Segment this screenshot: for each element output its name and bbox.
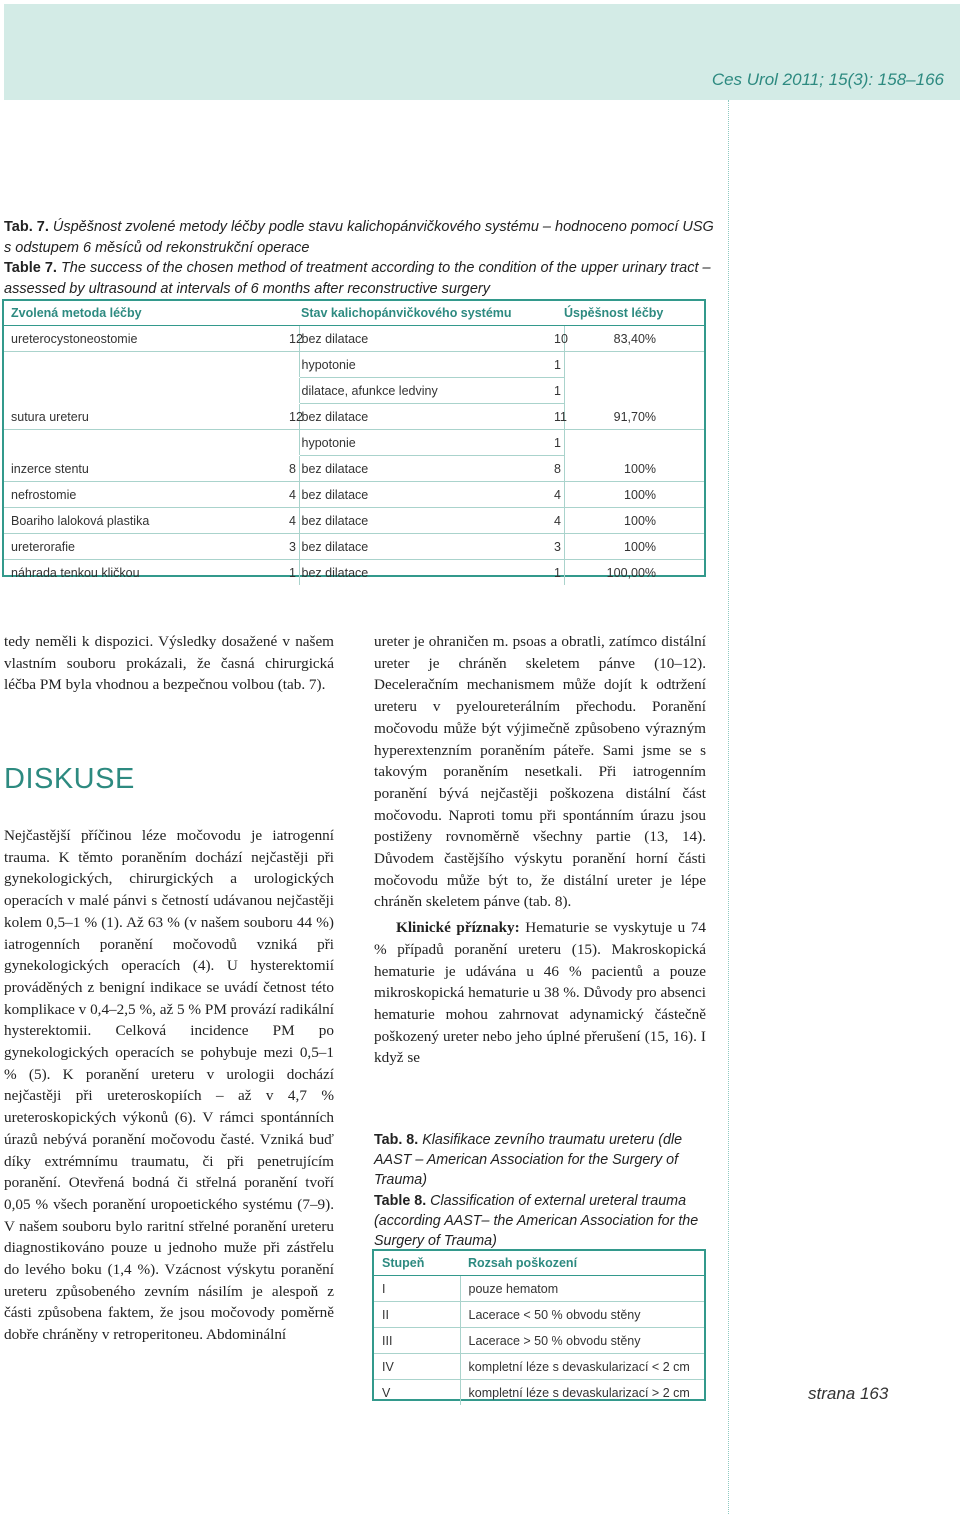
table7-cell: bez dilatace	[299, 456, 554, 482]
table7-caption	[4, 217, 714, 299]
table7-cell: dilatace, afunkce ledviny	[299, 378, 554, 404]
table7-cell: 1	[554, 378, 564, 404]
table7-row	[4, 560, 704, 586]
table7-row	[4, 352, 704, 378]
table7-cell: náhrada tenkou kličkou	[11, 565, 140, 580]
table7-cell	[289, 352, 299, 378]
table7-cell	[564, 352, 704, 378]
table8-grade-cell: III	[374, 1328, 460, 1354]
dotted-divider	[728, 100, 729, 1514]
table7-cell: 4	[554, 508, 564, 534]
table7-cell: nefrostomie	[4, 482, 289, 508]
table7-cell: 100%	[564, 534, 704, 560]
table8-row	[374, 1328, 704, 1354]
right-column	[374, 631, 706, 1069]
table8-grade-cell: IV	[374, 1354, 460, 1380]
table7-cell: 3	[554, 534, 564, 560]
page-number: strana 163	[808, 1384, 889, 1403]
table7-body	[4, 326, 704, 586]
table7-cell: 12	[289, 326, 299, 352]
table7-cell	[4, 352, 289, 378]
table8-caption	[374, 1130, 708, 1251]
section-heading: DISKUSE	[4, 763, 135, 795]
table7-cell: bez dilatace	[299, 534, 554, 560]
table7-cell: 4	[289, 508, 299, 534]
clinical-signs-text: Hematurie se vyskytuje u 74 % případů poranění ureteru (15). Makroskopická hematurie je udávána u 46 % pacientů a pouze mikroskopická hematurie u 38 %. Důvody pro absenci hematurie mohou zahrnovat adynamický částečně poškozený ureter nebo jeho úplné přerušení (15, 16). I když se	[374, 919, 706, 1067]
table7-en-text: The success of the chosen method of treatment according to the condition of the upper urinary tract – assessed by ultrasound at intervals of 6 months after reconstructive surgery	[4, 260, 711, 297]
right-paragraph-2	[374, 917, 706, 1069]
table7-cell	[4, 430, 289, 456]
table7-row	[4, 430, 704, 456]
table8-grade-cell: II	[374, 1302, 460, 1328]
table7-cell	[289, 430, 299, 456]
table7-cell: 4	[554, 482, 564, 508]
table7-cell: 1	[554, 352, 564, 378]
table7-cell: 100,00%	[606, 565, 657, 580]
table8-en-caption	[374, 1191, 708, 1252]
table8-header-scope: Rozsah poškození	[460, 1251, 704, 1276]
table7-cell: hypotonie	[299, 352, 554, 378]
table8-scope-cell: kompletní léze s devaskularizací < 2 cm	[460, 1354, 704, 1380]
table7-cell: 11	[554, 404, 564, 430]
left-column-discussion	[4, 825, 334, 1346]
right-paragraph-1: ureter je ohraničen m. psoas a obratli, zatímco distální ureter je chráněn skeletem pánve (10–12). Deceleračním mechanismem může dojít k odtržení ureteru v pyeloureterálním přechodu. Poranění močovodu může být výjimečně způsobeno výrazným hyperextenzním poraněním páteře. Sami jsme se s takovým poraněním nesetkali. Při iatrogenním poranění bývá nejčastěji poškozena distální část močovodu. Naproti tomu při spontánním úrazu jsou postiženy rovnoměrně všechny partie (13, 14). Důvodem častějšího výskytu poranění horní části močovodu může být to, že distální ureter je lépe chráněn skeletem pánve (tab. 8).	[374, 633, 706, 911]
table7-row	[4, 456, 704, 482]
table7-cell: 4	[289, 482, 299, 508]
table7-row	[4, 326, 704, 352]
table8-row	[374, 1354, 704, 1380]
table7-row	[4, 508, 704, 534]
table7-cell: bez dilatace	[299, 560, 554, 586]
table7-cell: 1	[289, 565, 296, 580]
table8-header-row	[374, 1251, 704, 1276]
table7-cell: 83,40%	[564, 326, 704, 352]
table7-header-row	[4, 301, 704, 326]
table7-row	[4, 404, 704, 430]
table7-cell: inzerce stentu	[4, 456, 289, 482]
table7-cell: 100%	[564, 456, 704, 482]
discussion-paragraph: Nejčastější příčinou léze močovodu je iatrogenní trauma. K těmto poraněním dochází nejčastěji při gynekologických, chirurgických a urologických operacích v malé pánvi s četností udávanou nejčastěji kolem 0,5–1 % (1). Až 63 % (v našem souboru 44 %) iatrogenních poranění močovodů vzniká při gynekologických operacích (4). U hysterektomií prováděných z benigní indikace se uvádí četnost této komplikace v 0,4–2,5 %, až 5 % PM provází radikální hysterektomii. Celková incidence PM po gynekologických operacích se pohybuje mezi 0,5–1 % (5). K poranění ureteru v urologii dochází nejčastěji při ureteroskopiích – až v 4,7 % ureteroskopických výkonů (6). V rámci spontánních úrazů nebývá poranění močovodu časté. Vzniká buď díky extrémnímu traumatu, či při penetrujícím poranění. Otevřená bodná či střelná poranění tvoří 0,05 % všech poranění uropoetického systému (7–9). V našem souboru bylo raritní střelné poranění ureteru diagnostikováno pouze u jednoho muže při zástřelu do levého boku (1,4 %). Vzácnost výskytu poranění ureteru způsobeného zevním násilím je alespoň z části způsobena faktem, že jsou močovody poměrně dobře chráněny v retroperitoneu. Abdominální	[4, 827, 334, 1344]
table8-cz-text: Klasifikace zevního traumatu ureteru (dle AAST – American Association for the Surgery of Trauma)	[374, 1132, 683, 1189]
table8-scope-cell: pouze hematom	[460, 1276, 704, 1302]
table7-cell	[289, 378, 299, 404]
table7-cz-caption	[4, 217, 714, 258]
table7-cell: 10	[554, 326, 564, 352]
table8-row	[374, 1380, 704, 1406]
table8-scope-cell: kompletní léze s devaskularizací > 2 cm	[468, 1385, 690, 1400]
table8-cz-label: Tab. 8.	[374, 1132, 419, 1148]
table7-cell	[564, 378, 704, 404]
table7-cell: bez dilatace	[299, 482, 554, 508]
table7-cell: bez dilatace	[299, 508, 554, 534]
table7-cell: hypotonie	[299, 430, 554, 456]
table7-en-caption	[4, 258, 714, 299]
table7-header-state: Stav kalichopánvičkového systému	[299, 301, 564, 326]
table7-cell: 100%	[564, 508, 704, 534]
table8-header-grade: Stupeň	[374, 1251, 460, 1276]
table7-cell: bez dilatace	[299, 404, 554, 430]
table7-cell: 91,70%	[564, 404, 704, 430]
table7-cell: bez dilatace	[299, 326, 554, 352]
table8-grade-cell: I	[374, 1276, 460, 1302]
table7-cz-label: Tab. 7.	[4, 219, 49, 235]
table7-cell	[564, 430, 704, 456]
table7-en-label: Table 7.	[4, 260, 57, 276]
table8-en-label: Table 8.	[374, 1192, 427, 1209]
table7-cell: 8	[554, 456, 564, 482]
table7-cell: 1	[554, 430, 564, 456]
table7-cell: 3	[289, 534, 299, 560]
table7-row	[4, 378, 704, 404]
table8-row	[374, 1302, 704, 1328]
table7-cell: Boariho laloková plastika	[4, 508, 289, 534]
intro-paragraph: tedy neměli k dispozici. Výsledky dosažené v našem vlastním souboru prokázali, že časná chirurgická léčba PM byla vhodnou a bezpečnou volbou (tab. 7).	[4, 633, 334, 694]
table8-row	[374, 1276, 704, 1302]
table7-cell: 1	[554, 560, 564, 586]
table7-cell: ureterocystoneostomie	[4, 326, 289, 352]
table7-row	[4, 534, 704, 560]
table7-cell: sutura ureteru	[4, 404, 289, 430]
table7-cz-text: Úspěšnost zvolené metody léčby podle stavu kalichopánvičkového systému – hodnoceno pomocí USG s odstupem 6 měsíců od rekonstrukční operace	[4, 219, 714, 256]
table7-header-method: Zvolená metoda léčby	[4, 301, 299, 326]
table7	[2, 299, 706, 580]
table7-cell	[4, 378, 289, 404]
table7-header-success: Úspěšnost léčby	[564, 301, 704, 326]
table7-cell: 8	[289, 456, 299, 482]
left-column-intro	[4, 631, 334, 696]
table7-cell: ureterorafie	[4, 534, 289, 560]
table8	[372, 1249, 706, 1401]
table8-body	[374, 1276, 704, 1406]
table7-cell: 100%	[564, 482, 704, 508]
table8-grade-cell: V	[374, 1380, 460, 1406]
table8-scope-cell: Lacerace > 50 % obvodu stěny	[460, 1328, 704, 1354]
table8-cz-caption	[374, 1130, 708, 1191]
table8-en-text: Classification of external ureteral trauma (according AAST– the American Association for the Surgery of Trauma)	[374, 1192, 699, 1250]
clinical-signs-label: Klinické příznaky:	[396, 919, 520, 937]
table8-scope-cell: Lacerace < 50 % obvodu stěny	[460, 1302, 704, 1328]
table7-cell: 12	[289, 404, 299, 430]
journal-citation: Ces Urol 2011; 15(3): 158–166	[711, 70, 944, 89]
table7-row	[4, 482, 704, 508]
